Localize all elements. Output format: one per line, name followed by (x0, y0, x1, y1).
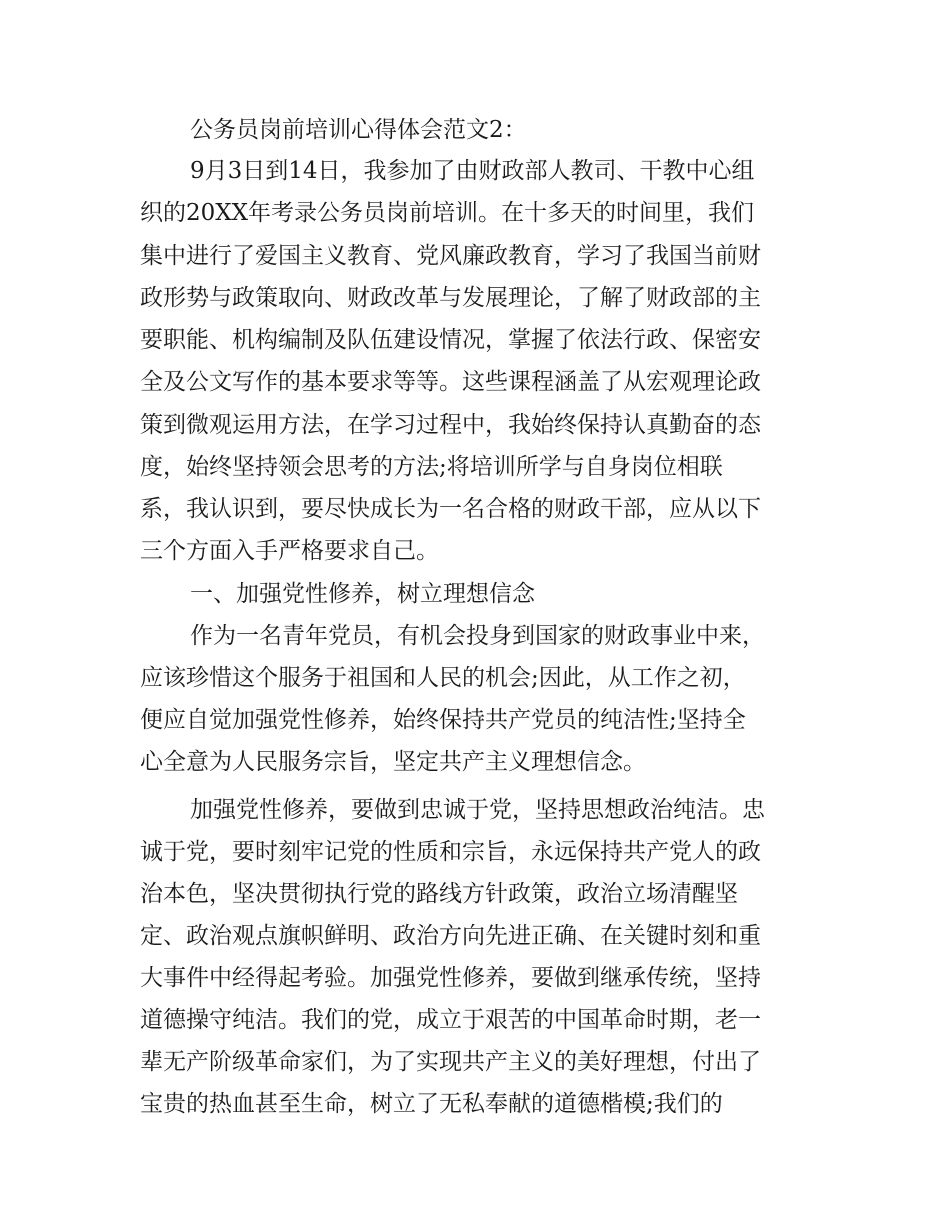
paragraph-line: 9月3日到14日，我参加了由财政部人教司、干教中心组 (190, 158, 755, 184)
paragraph-line: 度，始终坚持领会思考的方法;将培训所学与自身岗位相联 (140, 454, 723, 480)
paragraph-line: 系，我认识到，要尽快成长为一名合格的财政干部，应从以下 (140, 496, 761, 522)
paragraph-line: 应该珍惜这个服务于祖国和人民的机会;因此，从工作之初， (140, 665, 746, 691)
paragraph-line: 便应自觉加强党性修养，始终保持共产党员的纯洁性;坚持全 (140, 707, 746, 733)
paragraph-line: 道德操守纯洁。我们的党，成立于艰苦的中国革命时期，老一 (140, 1007, 761, 1033)
paragraph-line: 要职能、机构编制及队伍建设情况，掌握了依法行政、保密安 (140, 327, 761, 353)
paragraph-line: 大事件中经得起考验。加强党性修养，要做到继承传统，坚持 (140, 965, 761, 991)
paragraph-line: 三个方面入手严格要求自己。 (140, 538, 439, 564)
document-title: 公务员岗前培训心得体会范文2： (190, 117, 527, 143)
paragraph-line: 作为一名青年党员，有机会投身到国家的财政事业中来， (190, 623, 765, 649)
paragraph-line: 诚于党，要时刻牢记党的性质和宗旨，永远保持共产党人的政 (140, 839, 761, 865)
paragraph-line: 织的20XX年考录公务员岗前培训。在十多天的时间里，我们 (140, 200, 755, 226)
paragraph-line: 宝贵的热血甚至生命，树立了无私奉献的道德楷模;我们的 (140, 1091, 723, 1117)
paragraph-line: 集中进行了爱国主义教育、党风廉政教育，学习了我国当前财 (140, 243, 761, 269)
paragraph-line: 辈无产阶级革命家们，为了实现共产主义的美好理想，付出了 (140, 1049, 761, 1075)
paragraph-line: 全及公文写作的基本要求等等。这些课程涵盖了从宏观理论政 (140, 369, 761, 395)
section-heading: 一、加强党性修养，树立理想信念 (190, 581, 535, 607)
paragraph-line: 策到微观运用方法，在学习过程中，我始终保持认真勤奋的态 (140, 412, 761, 438)
paragraph-line: 治本色，坚决贯彻执行党的路线方针政策，政治立场清醒坚 (140, 881, 738, 907)
paragraph-line: 政形势与政策取向、财政改革与发展理论，了解了财政部的主 (140, 285, 761, 311)
paragraph-line: 加强党性修养，要做到忠诚于党，坚持思想政治纯洁。忠 (190, 797, 765, 823)
paragraph-line: 定、政治观点旗帜鲜明、政治方向先进正确、在关键时刻和重 (140, 923, 761, 949)
paragraph-line: 心全意为人民服务宗旨，坚定共产主义理想信念。 (140, 749, 646, 775)
